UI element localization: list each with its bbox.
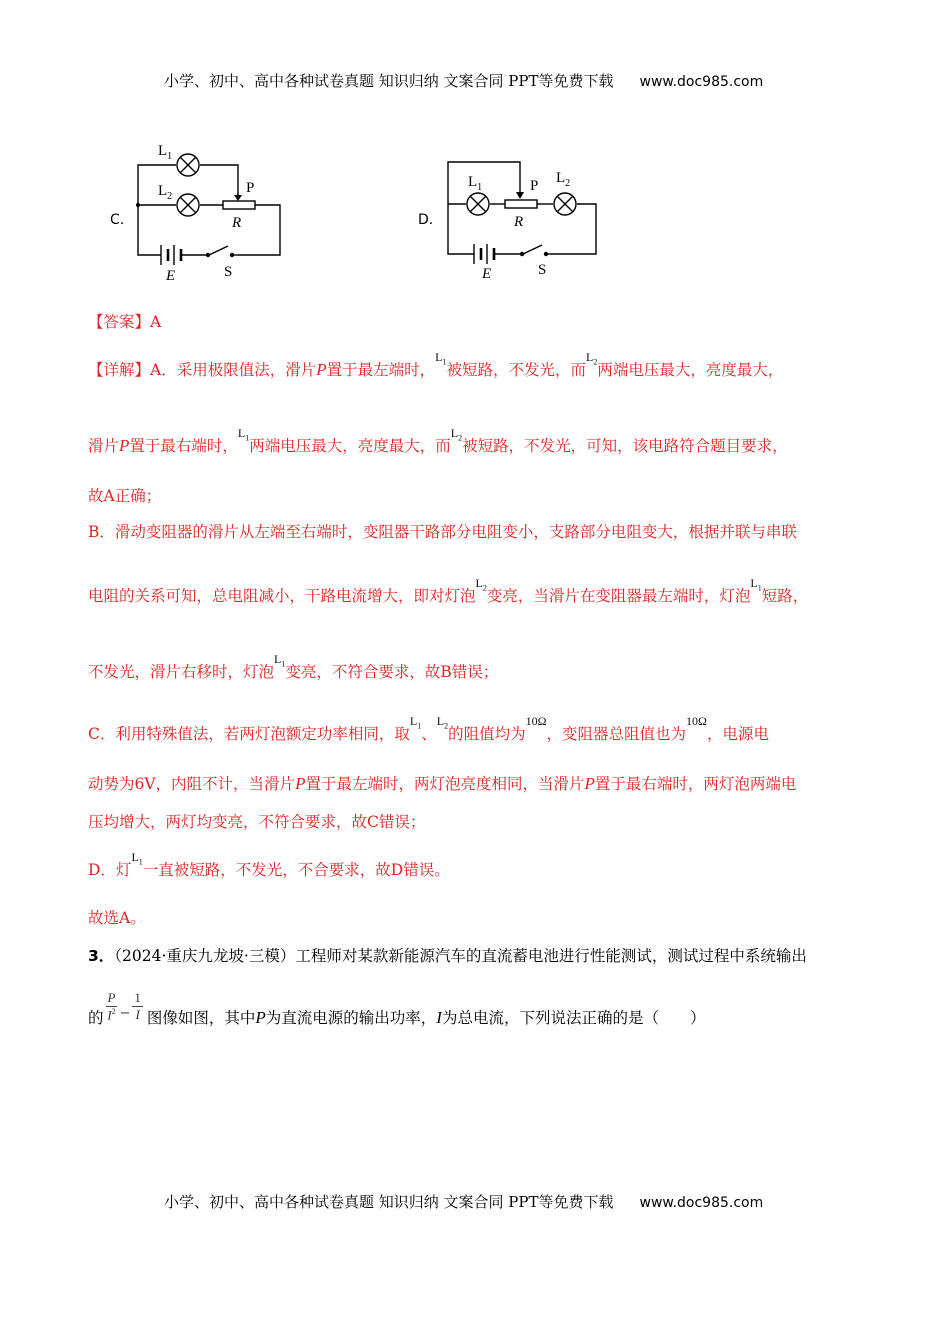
fraction-1-over-i: $\frac{1}{I}$ <box>134 990 141 1022</box>
question-3-line1: 3．（2024·重庆九龙坡·三模）工程师对某款新能源汽车的直流蓄电池进行性能测试，测试过程中系统输出 <box>88 947 807 965</box>
label-l1: $L_1$ <box>468 174 483 193</box>
circuit-diagram-d <box>438 152 608 282</box>
option-d-label: D. <box>418 212 434 228</box>
detail-b-line3: 不发光，滑片右移时，灯泡$^{L_1}$变亮，不符合要求，故B错误； <box>88 652 499 681</box>
fraction-p-over-i2: $\frac{P}{I^2}$ <box>107 990 116 1023</box>
label-s: S <box>538 262 547 278</box>
label-l2: $L_2$ <box>158 183 173 202</box>
label-e: E <box>482 266 492 282</box>
label-p: P <box>246 180 255 196</box>
rheostat-icon <box>223 201 255 209</box>
detail-b-line2: 电阻的关系可知，总电阻减小，干路电流增大，即对灯泡$^{L_2}$变亮，当滑片在变阻器最左端时，灯泡$^{L_1}$短路， <box>88 576 809 605</box>
label-e: E <box>166 268 176 283</box>
detail-a-line1: 【详解】A．采用极限值法，滑片P置于最左端时，$^{L_1}$被短路，不发光，而$^{L_2}$两端电压最大，亮度最大， <box>88 350 784 379</box>
answer-line: 【答案】A <box>88 313 162 331</box>
footer-text: 小学、初中、高中各种试卷真题 知识归纳 文案合同 PPT等免费下载 <box>164 1193 614 1211</box>
option-c-label: C. <box>110 212 125 228</box>
header-site-link[interactable]: www.doc985.com <box>639 74 764 90</box>
circuit-diagram-c <box>128 135 298 283</box>
label-l1: $L_1$ <box>158 143 173 162</box>
label-l2: $L_2$ <box>556 170 571 189</box>
rheostat-icon <box>505 200 537 208</box>
detail-d-line1: D．灯$^{L_1}$一直被短路，不发光，不合要求，故D错误。 <box>88 850 450 879</box>
footer-site-link[interactable]: www.doc985.com <box>639 1195 764 1211</box>
question-3-line2: 的 $\frac{P}{I^2}$ $_-$ $\frac{1}{I}$ 图像如图，其中P为直流电源的输出功率，I为总电流，下列说法正确的是（ ） <box>88 990 706 1027</box>
detail-final: 故选A。 <box>88 909 146 927</box>
detail-c-line1: C．利用特殊值法，若两灯泡额定功率相同，取$^{L_1}$、$^{L_2}$的阻值均为$^{10\Omega}$，变阻器总阻值也为$^{10\Omega}$，电源电 <box>88 714 769 743</box>
detail-b-line1: B．滑动变阻器的滑片从左端至右端时，变阻器干路部分电阻变小，支路部分电阻变大，根据并联与串联 <box>88 523 797 541</box>
page-header <box>164 70 763 91</box>
label-s: S <box>224 264 233 280</box>
label-r: R <box>232 215 242 231</box>
label-p: P <box>530 178 539 194</box>
detail-c-line2: 动势为6V，内阻不计，当滑片P置于最左端时，两灯泡亮度相同，当滑片P置于最右端时，两灯泡两端电 <box>88 774 797 793</box>
detail-a-line3: 故A正确； <box>88 487 162 505</box>
detail-c-line3: 压均增大，两灯均变亮，不符合要求，故C错误； <box>88 813 426 831</box>
header-text: 小学、初中、高中各种试卷真题 知识归纳 文案合同 PPT等免费下载 <box>164 72 614 90</box>
question-number: 3． <box>88 947 115 965</box>
detail-a-line2: 滑片P置于最右端时，$^{L_1}$两端电压最大，亮度最大，而$^{L_2}$被短路，不发光，可知，该电路符合题目要求， <box>88 426 788 455</box>
page-footer <box>164 1191 763 1212</box>
label-r: R <box>514 214 524 230</box>
